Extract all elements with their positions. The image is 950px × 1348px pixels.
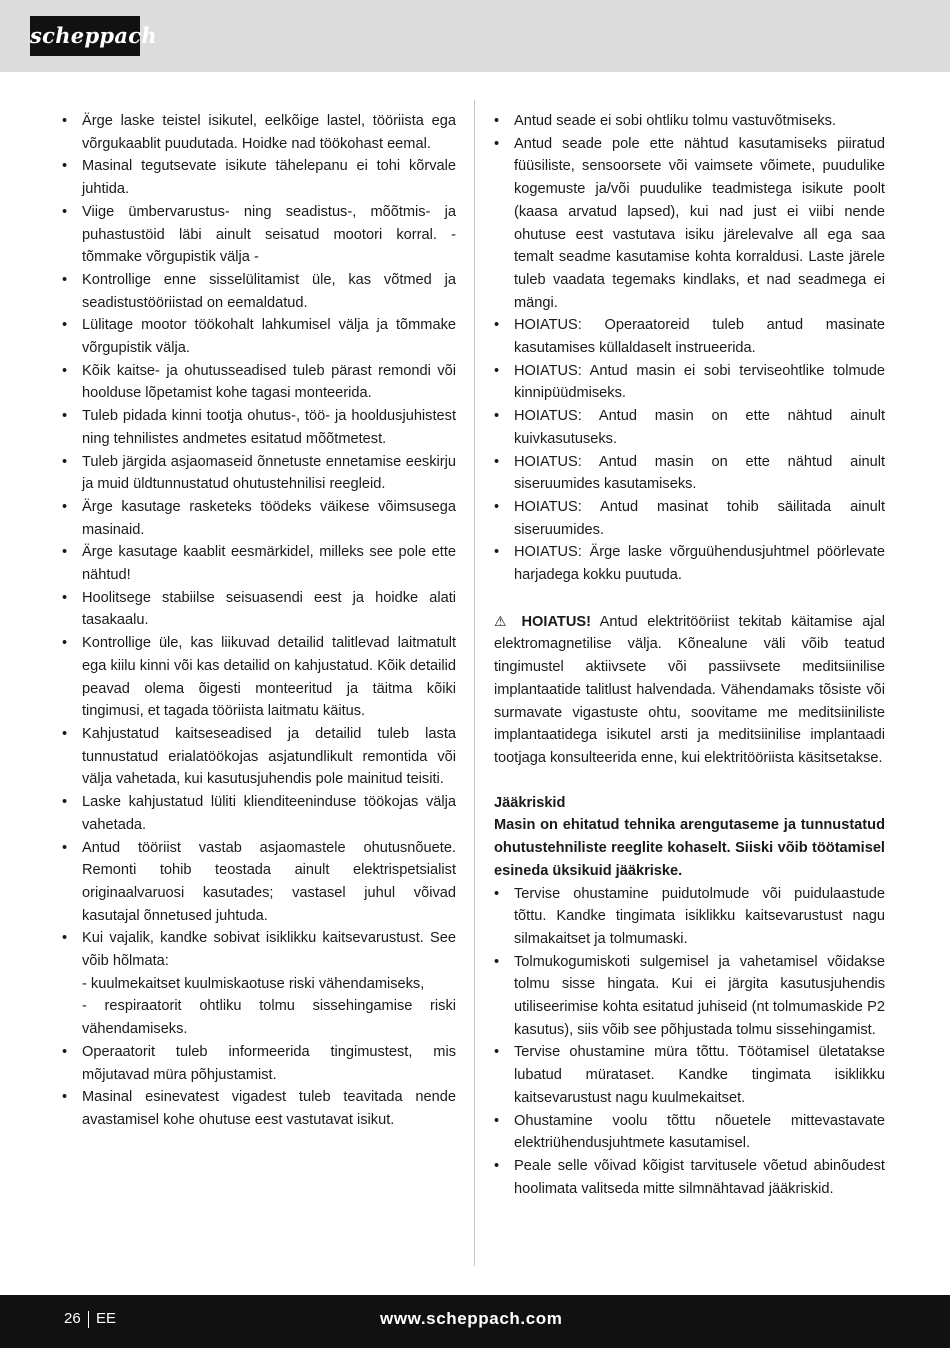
language-code: EE xyxy=(96,1310,117,1327)
list-item: • Masinal tegutsevate isikute tähelepanu ei tohi kõrvale juhtida. xyxy=(62,155,456,200)
safety-list-right xyxy=(494,110,885,587)
right-column xyxy=(494,110,885,1200)
list-item: • HOIATUS: Antud masinat tohib säilitada ainult siseruumides. xyxy=(494,496,885,541)
column-divider xyxy=(474,100,475,1266)
list-item: • Tervise ohustamine puidutolmude või puidulaastude tõttu. Kandke tingimata isiklikku kaitsevarustust nagu silmakaitset ja tolmumaski. xyxy=(494,883,885,951)
list-item: • Antud tööriist vastab asjaomastele ohutusnõuete. Remonti tohib teostada ainult elektrispetsialist originaalvaruosi kasutades; vastasel juhul võivad kasutajal õnnetused juhtuda. xyxy=(62,837,456,928)
list-item: • Kui vajalik, kandke sobivat isiklikku kaitsevarustust. See võib hõlmata: - kuulmekaitset kuulmiskaotuse riski vähendamiseks, - respiraatorit ohtliku tolmu sissehingamise riski vähendamiseks. xyxy=(62,927,456,1041)
residual-risks-heading: Jääkriskid xyxy=(494,794,566,811)
list-item: • Tervise ohustamine müra tõttu. Töötamisel ületatakse lubatud mürataset. Kandke tingimata isiklikku kaitsevarustust nagu kuulmekaitset. xyxy=(494,1041,885,1109)
left-column xyxy=(62,110,456,1132)
page-number: 26 xyxy=(64,1310,81,1327)
list-item: • Masinal esinevatest vigadest tuleb teavitada nende avastamisel kohe ohutuse eest vastutavat isikut. xyxy=(62,1086,456,1131)
list-item: • Peale selle võivad kõigist tarvitusele võetud abinõudest hoolimata valitseda mitte silmnähtavad jääkriskid. xyxy=(494,1155,885,1200)
list-item: • Kõik kaitse- ja ohutusseadised tuleb pärast remondi või hoolduse lõpetamist kohe tagasi monteerida. xyxy=(62,360,456,405)
page-footer xyxy=(0,1295,950,1348)
residual-risks-intro: Masin on ehitatud tehnika arengutaseme ja tunnustatud ohutustehniliste reeglite kohaselt. Siiski võib töötamisel esineda üksikuid jääkriske. xyxy=(494,817,885,879)
warning-text: Antud elektritööriist tekitab käitamise ajal elektromagnetilise välja. Kõnealune väli võib teatud tingimustel aktiivsete või passiivsete meditsiinilise implantaatide talitlust halvendada. Vähendamaks tõsiste või surmavate vigastuste ohtu, soovitame me meditsiiniliste implantaatidega isikutel arsti ja meditsiinilise implantaadi tootjaga konsulteerida enne, kui elektritööriista käsitsetakse. xyxy=(494,613,885,766)
list-item: • Ärge kasutage kaablit eesmärkidel, milleks see pole ette nähtud! xyxy=(62,541,456,586)
list-item: • Antud seade pole ette nähtud kasutamiseks piiratud füüsiliste, sensoorsete või vaimsete võimete, puudulike kogemuste ja/või puudulike teadmistega isikute poolt (kaasa arvatud lapsed), kui nad just ei viibi nende ohutuse eest vastutava isiku järelevalve all ega saa temalt seadme kasutamise kohta korraldusi. Laste järele tuleb vaadata tegemaks kindlaks, et nad seadmega ei mängi. xyxy=(494,133,885,315)
list-item: • Antud seade ei sobi ohtliku tolmu vastuvõtmiseks. xyxy=(494,110,885,133)
footer-separator xyxy=(88,1311,89,1328)
page-header xyxy=(0,0,950,72)
warning-label: HOIATUS! xyxy=(521,613,591,630)
list-item: • HOIATUS: Ärge laske võrguühendusjuhtmel pöörlevate harjadega kokku puutuda. xyxy=(494,541,885,586)
list-item: • Ohustamine voolu tõttu nõuetele mittevastavate elektriühendusjuhtmete kasutamisel. xyxy=(494,1110,885,1155)
list-item: • Kontrollige üle, kas liikuvad detailid talitlevad laitmatult ega kiilu kinni või kas detailid on kahjustatud. Kõik detailid peavad olema õigesti monteeritud ja täitma kõiki tingimusi, et tagada tööriista laitmatu käitus. xyxy=(62,632,456,723)
list-item: • Tuleb pidada kinni tootja ohutus-, töö- ja hooldusjuhistest ning tehnilistes andmetes esitatud mõõtmetest. xyxy=(62,405,456,450)
list-item: • Ärge laske teistel isikutel, eelkõige lastel, tööriista ega võrgukaablit puudutada. Hoidke nad töökohast eemal. xyxy=(62,110,456,155)
list-item: • Hoolitsege stabiilse seisuasendi eest ja hoidke alati tasakaalu. xyxy=(62,587,456,632)
list-item: • HOIATUS: Antud masin on ette nähtud ainult siseruumides kasutamiseks. xyxy=(494,451,885,496)
list-item: • HOIATUS: Antud masin on ette nähtud ainult kuivkasutuseks. xyxy=(494,405,885,450)
scheppach-logo: scheppach xyxy=(30,16,140,56)
list-item: • Laske kahjustatud lüliti klienditeeninduse töökojas välja vahetada. xyxy=(62,791,456,836)
list-item: • HOIATUS: Antud masin ei sobi terviseohtlike tolmude kinnipüüdmiseks. xyxy=(494,360,885,405)
website-link[interactable]: www.scheppach.com xyxy=(380,1309,563,1328)
list-item: • HOIATUS: Operaatoreid tuleb antud masinate kasutamises küllaldaselt instrueerida. xyxy=(494,314,885,359)
list-item: • Lülitage mootor töökohalt lahkumisel välja ja tõmmake võrgupistik välja. xyxy=(62,314,456,359)
residual-risks-list xyxy=(494,883,885,1201)
list-item: • Viige ümbervarustus- ning seadistus-, mõõtmis- ja puhastustöid läbi ainult seisatud mootori korral. - tõmmake võrgupistik välja - xyxy=(62,201,456,269)
list-item: • Kahjustatud kaitseseadised ja detailid tuleb lasta tunnustatud erialatöökojas asjatundlikult remontida või välja vahetada, kui kasutusjuhendis pole mainitud teisiti. xyxy=(62,723,456,791)
list-item: • Operaatorit tuleb informeerida tingimustest, mis mõjutavad müra põhjustamist. xyxy=(62,1041,456,1086)
list-item: • Kontrollige enne sisselülitamist üle, kas võtmed ja seadistustööriistad on eemaldatud. xyxy=(62,269,456,314)
list-item: • Tolmukogumiskoti sulgemisel ja vahetamisel võidakse tolmu sisse hingata. Kui ei järgita kasutusjuhendis utiliseerimise kohta esitatud juhiseid (nt tolmumaskide P2 kasutus), siis võib see põhjustada tolmu sissehingamist. xyxy=(494,951,885,1042)
warning-triangle-icon: ⚠ xyxy=(494,612,512,629)
list-item: • Ärge kasutage rasketeks töödeks väikese võimsusega masinaid. xyxy=(62,496,456,541)
list-item: • Tuleb järgida asjaomaseid õnnetuste ennetamise eeskirju ja muid üldtunnustatud ohutustehnilisi reegleid. xyxy=(62,451,456,496)
safety-list-left xyxy=(62,110,456,1132)
emf-warning-paragraph xyxy=(494,610,885,770)
